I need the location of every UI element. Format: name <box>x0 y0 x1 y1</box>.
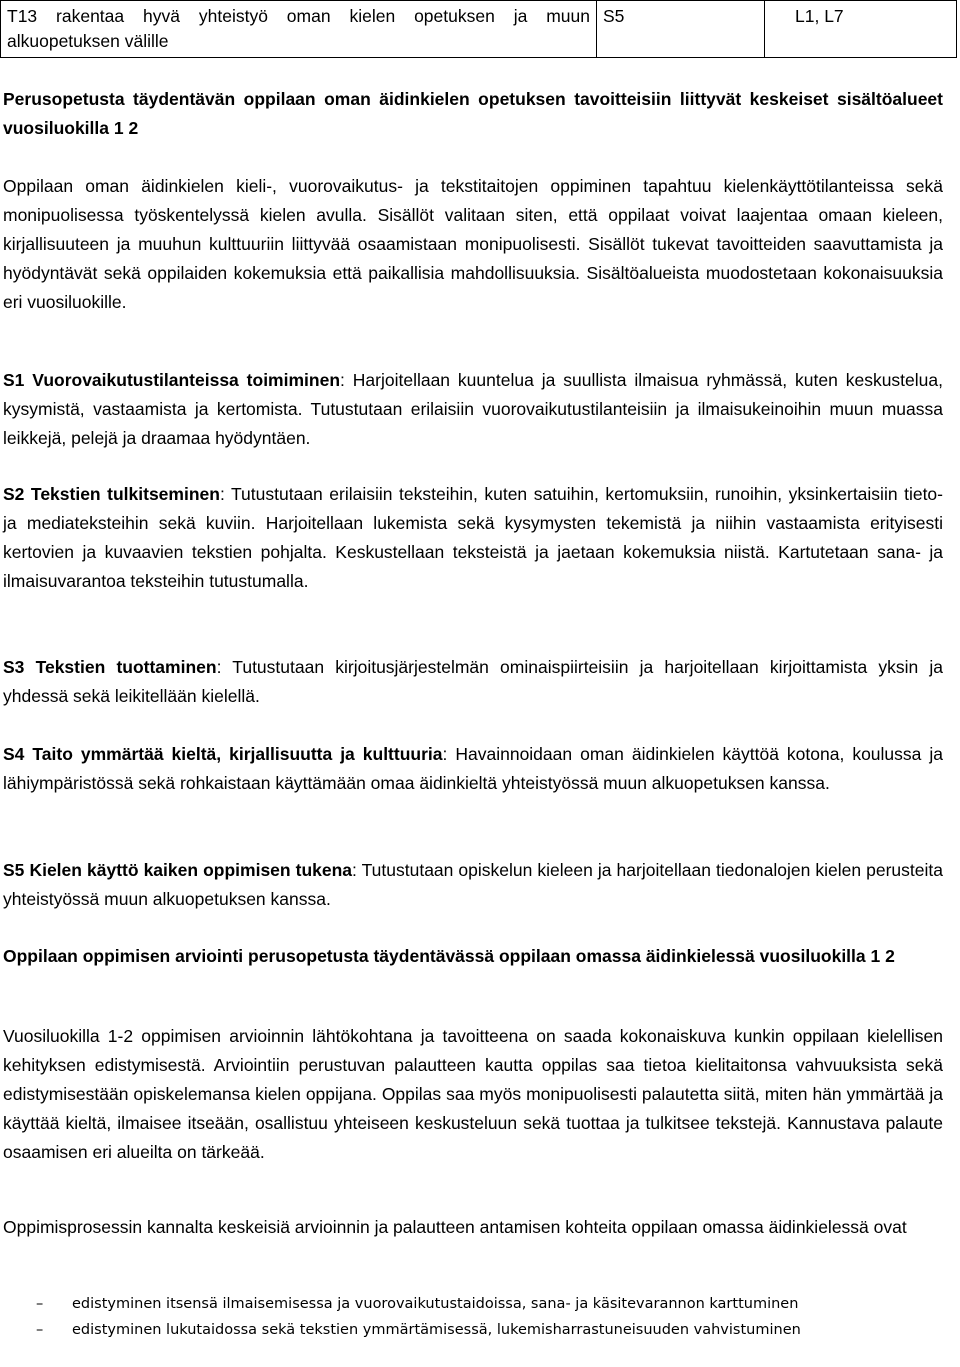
content-area-title: S5 Kielen käyttö kaiken oppimisen tukena <box>3 860 353 880</box>
content-area-text: : Tutustutaan kirjoitusjärjestelmän ominaispiirteisiin ja harjoitellaan kirjoittamista yksin ja yhdessä sekä leikitellään kielellä. <box>3 657 943 706</box>
content-area-s2 <box>3 480 943 596</box>
content-area-title: S1 Vuorovaikutustilanteissa toimiminen <box>3 370 341 390</box>
content-area-s5 <box>3 856 943 914</box>
content-area-text: : Tutustutaan erilaisiin teksteihin, kuten satuihin, kertomuksiin, runoihin, yksinkertaisiin tieto- ja mediateksteihin sekä kuviin. Harjoitellaan lukemista sekä kysymysten tekemistä ja niihin vastaamista erityisesti kertovien ja kuvaavien tekstien pohjalta. Keskustellaan teksteistä ja jaetaan kokemuksia niistä. Kartutetaan sana- ja ilmaisuvarantoa teksteihin tutustumalla. <box>3 484 943 591</box>
list-item <box>0 1291 946 1317</box>
dash-bullet: – <box>36 1296 44 1312</box>
competences-cell: L1, L7 <box>765 1 957 58</box>
content-area-s1 <box>3 366 943 453</box>
content-area-text: : Tutustutaan opiskelun kieleen ja harjoitellaan tiedonalojen kielen perusteita yhteistyössä muun alkuopetuksen kanssa. <box>3 860 943 909</box>
list-item-text: edistyminen lukutaidossa sekä tekstien ymmärtämisessä, lukemisharrastuneisuuden vahvistuminen <box>72 1322 801 1338</box>
objective-cell: T13 rakentaa hyvä yhteistyö oman kielen opetuksen ja muun alkuopetuksen välille <box>1 1 597 58</box>
content-area-title: S2 Tekstien tulkitseminen <box>3 484 220 504</box>
list-item-text: edistyminen itsensä ilmaisemisessa ja vuorovaikutustaidoissa, sana- ja käsitevarannon karttuminen <box>72 1296 799 1312</box>
dash-bullet: – <box>36 1322 44 1338</box>
content-area-cell: S5 <box>597 1 765 58</box>
list-item <box>0 1317 946 1343</box>
assessment-targets-intro: Oppimisprosessin kannalta keskeisiä arvioinnin ja palautteen antamisen kohteita oppilaan omassa äidinkielessä ovat <box>3 1217 907 1237</box>
objective-table <box>0 0 957 58</box>
assessment-targets-list <box>0 1291 946 1343</box>
content-area-text: : Havainnoidaan oman äidinkielen käyttöä kotona, koulussa ja lähiympäristössä sekä rohkaistaan käyttämään omaa äidinkieltä yhteistyössä muun alkuopetuksen kanssa. <box>3 744 943 793</box>
content-area-text: : Harjoitellaan kuuntelua ja suullista ilmaisua ryhmässä, kuten keskustelua, kysymistä, vastaamista ja kertomista. Tutustutaan erilaisiin vuorovaikutustilanteisiin ja ilmaisukeinoihin muun muassa leikkejä, pelejä ja draamaa hyödyntäen. <box>3 370 943 448</box>
table-row <box>1 1 957 58</box>
content-area-title: S3 Tekstien tuottaminen <box>3 657 217 677</box>
assessment-paragraph: Vuosiluokilla 1-2 oppimisen arvioinnin lähtökohtana ja tavoitteena on saada kokonaiskuva kunkin oppilaan kielellisen kehityksen edistymisestä. Arviointiin perustuvan palautteen kautta oppilas saa tietoa kielitaitonsa vahvuuksista sekä edistymisestään opiskelemansa kielen oppijana. Oppilas saa myös monipuolisesti palautetta siitä, miten hän ymmärtää ja käyttää kieltä, ilmaisee itseään, osallistuu yhteiseen keskusteluun sekä tuottaa ja tulkitsee tekstejä. Kannustava palaute osaamisen eri alueilta on tärkeää. <box>3 1026 943 1162</box>
content-area-s4 <box>3 740 943 798</box>
intro-paragraph: Oppilaan oman äidinkielen kieli-, vuorovaikutus- ja tekstitaitojen oppiminen tapahtuu kielenkäyttötilanteissa sekä monipuolisessa työskentelyssä kielen avulla. Sisällöt valitaan siten, että oppilaat voivat laajentaa omaan kieleen, kirjallisuuteen ja muuhun kulttuuriin liittyvää osaamistaan monipuolisesti. Sisällöt tukevat tavoitteiden saavuttamista ja hyödyntävät sekä oppilaiden kokemuksia että paikallisia mahdollisuuksia. Sisältöalueista muodostetaan kokonaisuuksia eri vuosiluokille. <box>3 176 943 312</box>
section-heading-assessment: Oppilaan oppimisen arviointi perusopetusta täydentävässä oppilaan omassa äidinkielessä vuosiluokilla 1 2 <box>3 946 895 966</box>
content-area-title: S4 Taito ymmärtää kieltä, kirjallisuutta ja kulttuuria <box>3 744 443 764</box>
section-heading-contents: Perusopetusta täydentävän oppilaan oman äidinkielen opetuksen tavoitteisiin liittyvät keskeiset sisältöalueet vuosiluokilla 1 2 <box>3 89 943 138</box>
content-area-s3 <box>3 653 943 711</box>
